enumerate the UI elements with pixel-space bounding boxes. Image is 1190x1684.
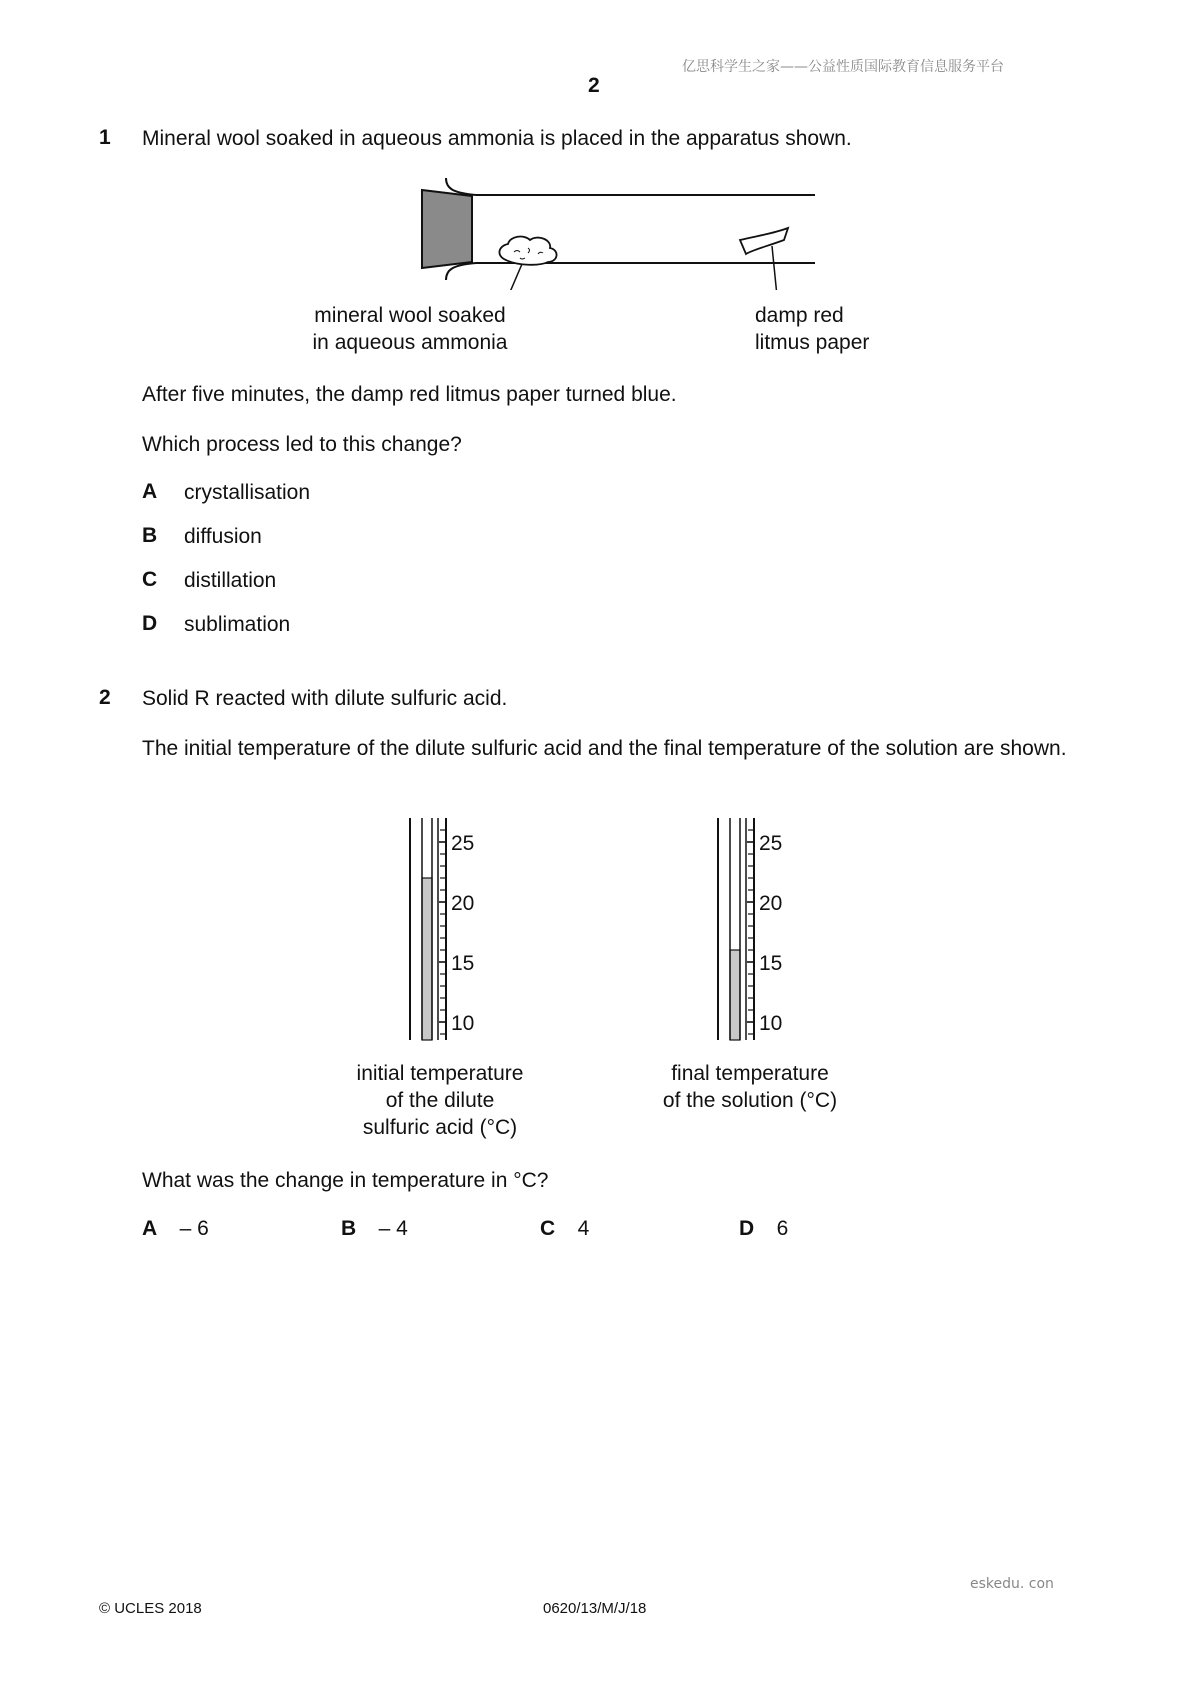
initial-scale-label-15: 15 — [451, 952, 475, 975]
q2-number: 2 — [99, 686, 111, 709]
q2-options — [142, 1216, 942, 1246]
rubber-stopper — [422, 190, 472, 268]
final-scale-label-25: 25 — [759, 832, 783, 855]
thermometer-initial — [400, 808, 520, 1048]
litmus-paper — [740, 228, 788, 254]
initial-scale-label-10: 10 — [451, 1012, 475, 1035]
initial-scale-label-25: 25 — [451, 832, 475, 855]
thermometer-final — [708, 808, 828, 1048]
initial-temperature-caption: initial temperature of the dilute sulfuric acid (°C) — [356, 1062, 524, 1139]
footer-code: 0620/13/M/J/18 — [543, 1600, 647, 1617]
q1-question: Which process led to this change? — [142, 433, 462, 456]
q1-stem: Mineral wool soaked in aqueous ammonia is placed in the apparatus shown. — [142, 127, 852, 150]
initial-liquid-column — [422, 878, 432, 1040]
q2-info: The initial temperature of the dilute sulfuric acid and the final temperature of the solution are shown. — [142, 737, 1067, 760]
q1-apparatus-diagram — [400, 170, 830, 290]
footer-copyright: © UCLES 2018 — [99, 1600, 202, 1617]
q2-option-d[interactable]: D 6 — [739, 1217, 789, 1240]
final-scale-label-15: 15 — [759, 952, 783, 975]
page-number: 2 — [588, 74, 600, 97]
initial-scale-label-20: 20 — [451, 892, 475, 915]
final-scale-label-20: 20 — [759, 892, 783, 915]
q2-option-b[interactable]: B – 4 — [341, 1217, 408, 1240]
q1-observation: After five minutes, the damp red litmus paper turned blue. — [142, 383, 677, 406]
mineral-wool-label: mineral wool soaked in aqueous ammonia — [312, 304, 508, 354]
q2-stem: Solid R reacted with dilute sulfuric acid. — [142, 687, 508, 710]
q2-option-c[interactable]: C 4 — [540, 1217, 590, 1240]
mineral-wool — [499, 237, 556, 265]
q2-option-a[interactable]: A – 6 — [142, 1217, 209, 1240]
footer-site: eskedu. con — [970, 1576, 1054, 1592]
final-temperature-caption: final temperature of the solution (°C) — [662, 1062, 838, 1112]
q2-question: What was the change in temperature in °C? — [142, 1169, 549, 1192]
final-scale-label-10: 10 — [759, 1012, 783, 1035]
q1-number: 1 — [99, 126, 111, 149]
header-watermark: 亿思科学生之家——公益性质国际教育信息服务平台 — [682, 59, 1004, 75]
litmus-paper-label: damp red litmus paper — [755, 304, 870, 354]
final-liquid-column — [730, 950, 740, 1040]
